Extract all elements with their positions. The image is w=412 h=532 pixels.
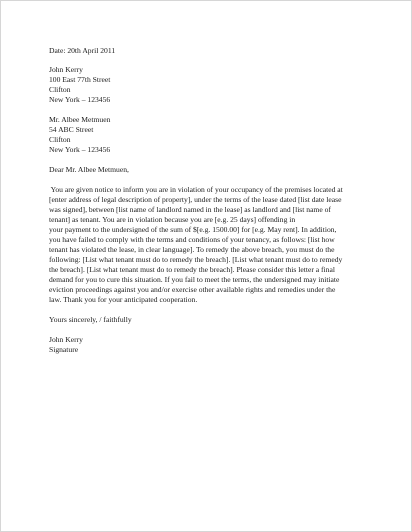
body-line: You are given notice to inform you are in violation of your occupancy of the premises located at (49, 185, 343, 194)
body-line: law. Thank you for your anticipated cooperation. (49, 295, 198, 304)
sender-address (49, 65, 379, 105)
body-line: [enter address of legal description of property], under the terms of the lease dated [list date lease (49, 195, 342, 204)
letter-date (49, 46, 379, 56)
date-line: Date: 20th April 2011 (49, 46, 116, 55)
body-line: the breach]. [List what tenant must do to remedy the breach]. Please consider this letter a final (49, 265, 335, 274)
closing-line: Yours sincerely, / faithfully (49, 315, 132, 324)
signature-block (49, 335, 379, 355)
recipient-street: 54 ABC Street (49, 125, 94, 134)
recipient-address (49, 115, 379, 155)
body-line: tenant] as tenant. You are in violation because you are [e.g. 25 days] offending in (49, 215, 296, 224)
body-line: eviction proceedings against you and/or exercise other available rights and remedies under the (49, 285, 336, 294)
body-line: was signed], between [list name of landlord named in the lease] as landlord and [list name of (49, 205, 331, 214)
salutation (49, 165, 379, 175)
body-line: following: [List what tenant must do to remedy the breach]. [List what tenant must do to remedy (49, 255, 343, 264)
recipient-name: Mr. Albee Metmuen (49, 115, 111, 124)
body-line: you have failed to comply with the terms and conditions of your tenancy, as follows: [list how (49, 235, 335, 244)
signer-name: John Kerry (49, 335, 83, 344)
body-paragraph (49, 185, 379, 305)
signature-line: Signature (49, 345, 79, 354)
closing (49, 315, 379, 325)
salutation-line: Dear Mr. Albee Metmuen, (49, 165, 129, 174)
body-line: tenant has violated the lease, in clear language]. To remedy the above breach, you must do the (49, 245, 335, 254)
sender-state-zip: New York – 123456 (49, 95, 111, 104)
sender-street: 100 East 77th Street (49, 75, 111, 84)
body-line: your payment to the undersigned of the sum of $[e.g. 1500.00] for [e.g. May rent]. In addition, (49, 225, 337, 234)
recipient-city: Clifton (49, 135, 71, 144)
sender-name: John Kerry (49, 65, 83, 74)
sender-city: Clifton (49, 85, 71, 94)
letter-content (49, 46, 379, 355)
body-line: demand for you to cure this situation. If you fail to meet the terms, the undersigned may initiate (49, 275, 340, 284)
recipient-state-zip: New York – 123456 (49, 145, 111, 154)
